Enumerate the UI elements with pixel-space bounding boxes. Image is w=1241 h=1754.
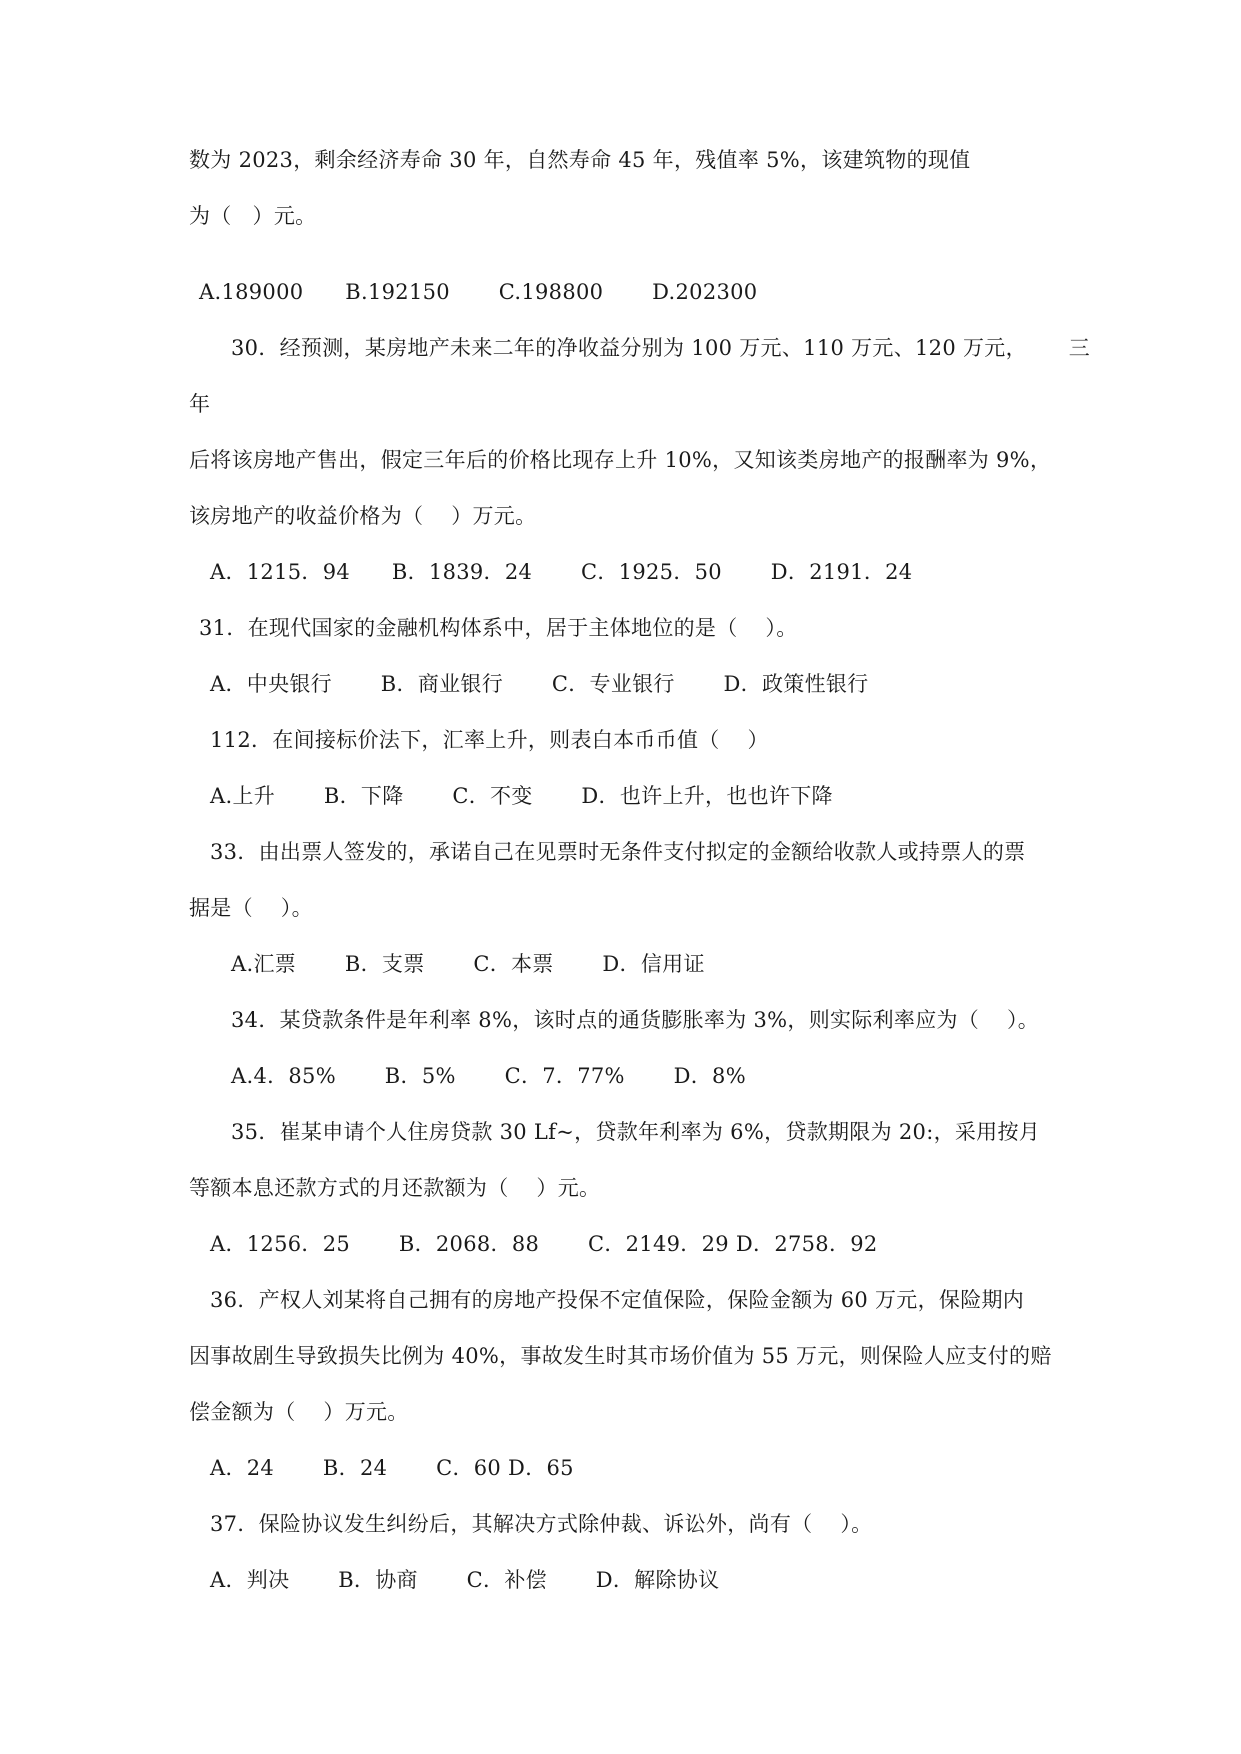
question-31-options: A．中央银行 B．商业银行 C．专业银行 D．政策性银行 [210, 672, 869, 696]
question-33-text-line-2: 据是（ ）。 [189, 896, 313, 920]
question-30-options: A．1215．94 B．1839．24 C．1925．50 D．2191．24 [210, 560, 913, 584]
question-112-text: 112．在间接标价法下，汇率上升，则表白本币币值（ ） [210, 728, 769, 752]
question-29-text-line-2: 为（ ）元。 [189, 204, 317, 228]
question-34-text: 34．某贷款条件是年利率 8%，该时点的通货膨胀率为 3%，则实际利率应为（ ）。 [231, 1008, 1040, 1032]
question-36-options: A．24 B．24 C．60 D．65 [210, 1456, 574, 1480]
question-30-text-line-3: 后将该房地产售出，假定三年后的价格比现存上升 10%，又知该类房地产的报酬率为 9%， [189, 448, 1052, 472]
question-36-text-line-3: 偿金额为（ ）万元。 [189, 1400, 409, 1424]
question-30-text-line-4: 该房地产的收益价格为（ ）万元。 [189, 504, 537, 528]
question-36-text-line-1: 36．产权人刘某将自己拥有的房地产投保不定值保险，保险金额为 60 万元，保险期内 [210, 1288, 1025, 1312]
question-35-options: A．1256．25 B．2068．88 C．2149．29 D．2758．92 [210, 1232, 878, 1256]
question-30-text-line-1: 30．经预测，某房地产未来二年的净收益分别为 100 万元、110 万元、120 万元， 三 [231, 336, 1091, 360]
question-33-options: A.汇票 B．支票 C．本票 D．信用证 [231, 952, 705, 976]
question-30-text-line-2: 年 [189, 392, 211, 416]
question-31-text: 31．在现代国家的金融机构体系中，居于主体地位的是（ ）。 [199, 616, 798, 640]
question-29-options: A.189000 B.192150 C.198800 D.202300 [199, 280, 758, 304]
question-37-text: 37．保险协议发生纠纷后，其解决方式除仲裁、诉讼外，尚有（ ）。 [210, 1512, 873, 1536]
question-35-text-line-1: 35．崔某申请个人住房贷款 30 Lf~，贷款年利率为 6%，贷款期限为 20:，采用按月 [231, 1120, 1041, 1144]
question-34-options: A.4．85% B．5% C．7．77% D．8% [231, 1064, 746, 1088]
question-35-text-line-2: 等额本息还款方式的月还款额为（ ）元。 [189, 1176, 601, 1200]
question-29-text-line-1: 数为 2023，剩余经济寿命 30 年，自然寿命 45 年，残值率 5%，该建筑物的现值 [189, 148, 971, 172]
question-36-text-line-2: 因事故剧生导致损失比例为 40%，事故发生时其市场价值为 55 万元，则保险人应支付的赔 [189, 1344, 1052, 1368]
question-33-text-line-1: 33．由出票人签发的，承诺自己在见票时无条件支付拟定的金额给收款人或持票人的票 [210, 840, 1026, 864]
question-37-options: A．判决 B．协商 C．补偿 D．解除协议 [210, 1568, 720, 1592]
question-112-options: A.上升 B．下降 C．不变 D．也许上升，也也许下降 [210, 784, 833, 808]
